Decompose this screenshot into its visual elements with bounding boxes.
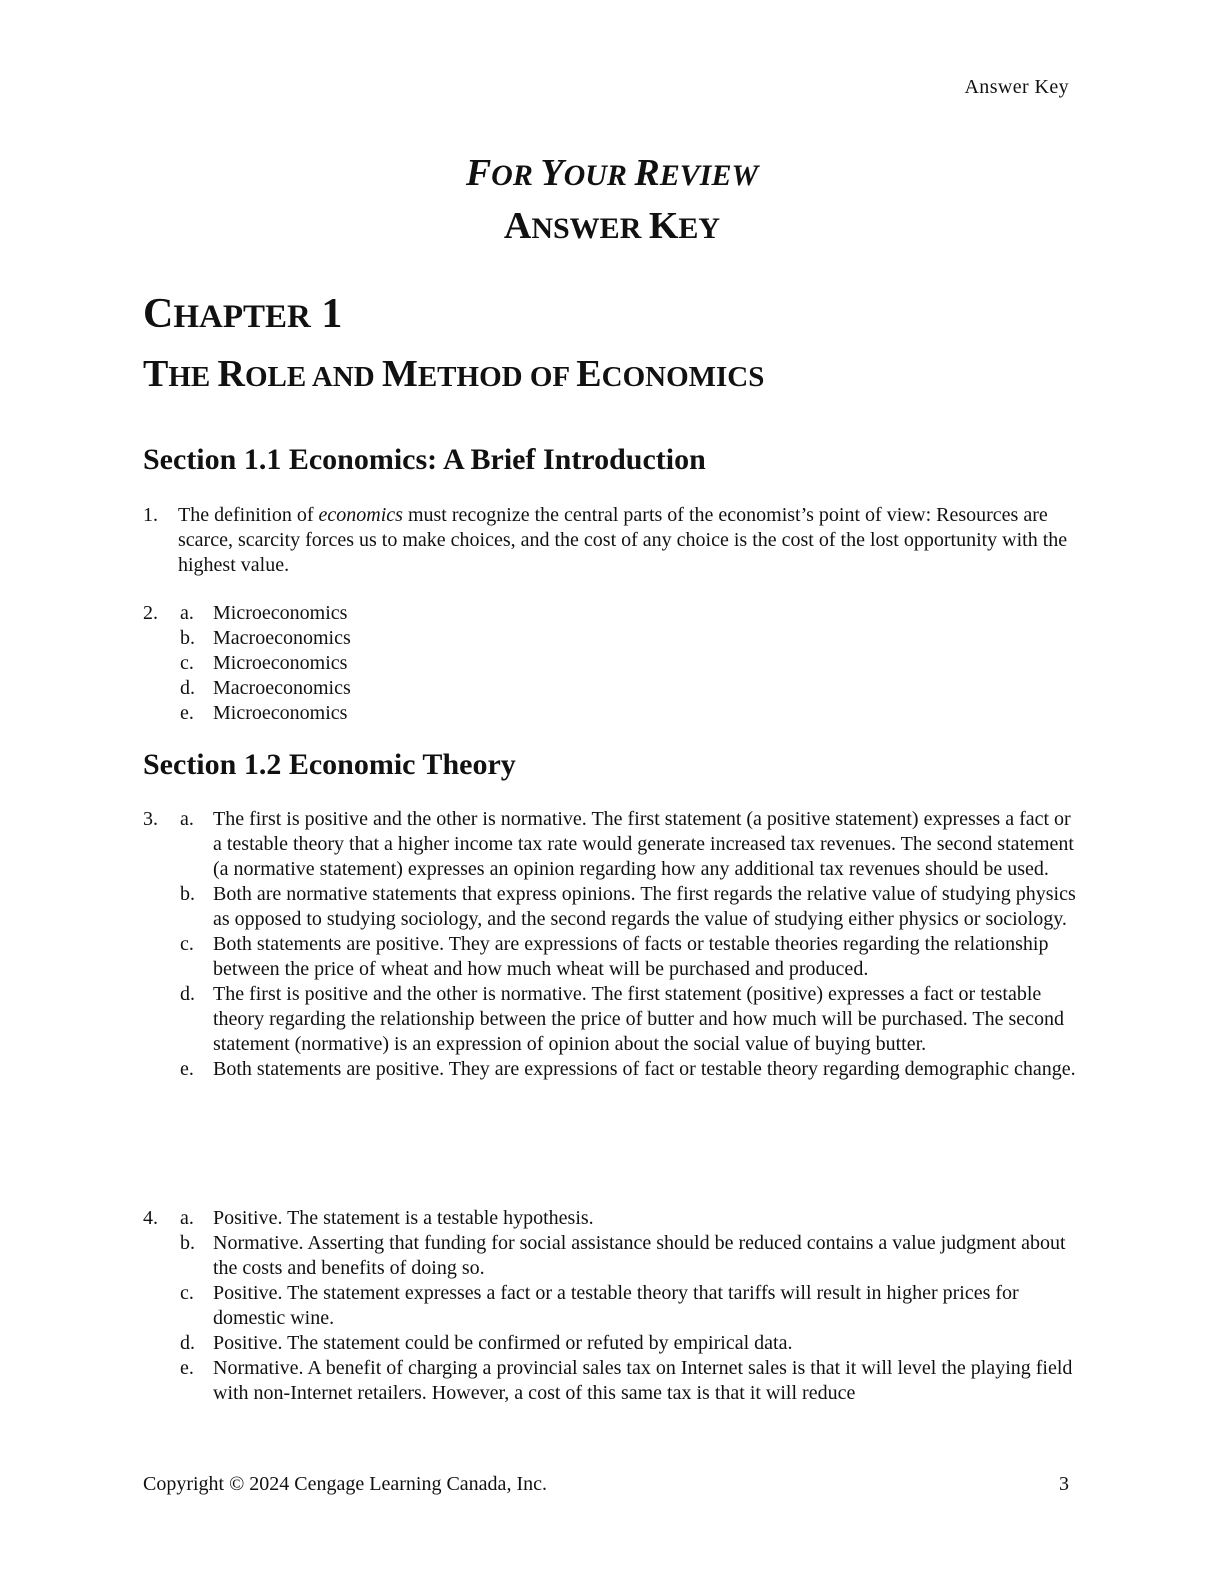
answer-text-part: must recognize the central parts of the economist’s point of view: Resources are scarce, scarcity forces us to make choices, and the cost of any choice is the cost of the lost opportunity with the highest value. <box>178 504 1073 576</box>
running-head: Answer Key <box>964 76 1069 98</box>
chapter-title-letter: E <box>576 353 602 395</box>
sub-answer <box>178 882 1083 932</box>
sub-label: b. <box>180 1232 195 1254</box>
sub-answer <box>178 932 1083 982</box>
answer-text <box>178 503 1083 578</box>
title-smallcaps: OUR <box>563 159 635 192</box>
sub-text: The first is positive and the other is normative. The first statement (positive) expresses a fact or testable theory regarding the relationship between the price of butter and how much will be purchased. The second statement (normative) is an expression of opinion about the social value of buying butter. <box>213 983 1065 1055</box>
title-smallcaps: EVIEW <box>659 159 759 192</box>
chapter-smallcaps: HAPTER <box>173 299 311 335</box>
sub-answers <box>178 601 1083 726</box>
list-item <box>143 807 1083 1082</box>
sub-text: Positive. The statement expresses a fact or a testable theory that tariffs will result in higher prices for domestic wine. <box>213 1282 1019 1329</box>
sub-text: Microeconomics <box>213 652 348 674</box>
sub-answer <box>178 676 1083 701</box>
title-letter: F <box>465 152 492 194</box>
chapter-title-smallcaps: ETHOD OF <box>417 361 577 393</box>
sub-text: Positive. The statement is a testable hypothesis. <box>213 1207 594 1229</box>
question-number: 4. <box>143 1207 158 1229</box>
title-smallcaps: OR <box>491 159 541 192</box>
chapter-title-letter: R <box>217 353 245 395</box>
sub-label: b. <box>180 883 195 905</box>
sub-label: a. <box>180 602 194 624</box>
sub-answer <box>178 1206 1083 1231</box>
section-heading: Section 1.1 Economics: A Brief Introduction <box>143 443 706 476</box>
title-letter: K <box>648 205 679 247</box>
sub-text: Macroeconomics <box>213 677 351 699</box>
chapter-title-letter: M <box>381 353 418 395</box>
sub-answer <box>178 1356 1083 1406</box>
sub-label: e. <box>180 1357 194 1379</box>
sub-answer <box>178 1057 1083 1082</box>
title-smallcaps: EY <box>678 212 721 245</box>
sub-label: c. <box>180 1282 194 1304</box>
sub-label: a. <box>180 1207 194 1229</box>
sub-label: c. <box>180 933 194 955</box>
chapter-number: 1 <box>310 291 343 337</box>
question-2 <box>143 601 1083 726</box>
sub-label: a. <box>180 808 194 830</box>
sub-answer <box>178 701 1083 726</box>
page-title <box>0 148 1224 254</box>
title-letter: R <box>634 152 660 194</box>
title-letter: Y <box>540 152 564 194</box>
list-item <box>143 601 1083 726</box>
title-letter: A <box>503 205 532 247</box>
chapter-letter: C <box>143 291 174 337</box>
list-item <box>143 503 1083 578</box>
question-4 <box>143 1206 1083 1406</box>
sub-answer <box>178 651 1083 676</box>
list-item <box>143 1206 1083 1406</box>
sub-label: b. <box>180 627 195 649</box>
sub-answer <box>178 807 1083 882</box>
sub-text: Microeconomics <box>213 702 348 724</box>
sub-text: Both are normative statements that express opinions. The first regards the relative value of studying physics as opposed to studying sociology, and the second regards the value of studying either physics or sociology. <box>213 883 1076 930</box>
chapter-title <box>143 352 764 396</box>
sub-text: The first is positive and the other is normative. The first statement (a positive statement) expresses a fact or a testable theory that a higher income tax rate would generate increased tax revenues. The second statement (a normative statement) expresses an opinion regarding how any additional tax revenues should be used. <box>213 808 1074 880</box>
sub-answer <box>178 1281 1083 1331</box>
sub-answer <box>178 1331 1083 1356</box>
title-line-2 <box>0 201 1224 254</box>
sub-answer <box>178 601 1083 626</box>
sub-text: Normative. Asserting that funding for social assistance should be reduced contains a value judgment about the costs and benefits of doing so. <box>213 1232 1066 1279</box>
sub-label: d. <box>180 677 195 699</box>
sub-label: d. <box>180 1332 195 1354</box>
question-number: 1. <box>143 504 158 526</box>
title-line-1 <box>0 148 1224 201</box>
sub-label: e. <box>180 1058 194 1080</box>
emphasized-term: economics <box>318 504 403 526</box>
sub-text: Normative. A benefit of charging a provincial sales tax on Internet sales is that it will level the playing field with non-Internet retailers. However, a cost of this same tax is that it will reduce <box>213 1357 1073 1404</box>
question-number: 3. <box>143 808 158 830</box>
sub-text: Both statements are positive. They are expressions of facts or testable theories regarding the relationship between the price of wheat and how much wheat will be purchased and produced. <box>213 933 1049 980</box>
section-heading: Section 1.2 Economic Theory <box>143 748 516 781</box>
sub-answers <box>178 1206 1083 1406</box>
sub-label: d. <box>180 983 195 1005</box>
title-smallcaps: NSWER <box>531 212 649 245</box>
sub-text: Positive. The statement could be confirmed or refuted by empirical data. <box>213 1332 793 1354</box>
sub-answer <box>178 1231 1083 1281</box>
question-number: 2. <box>143 602 158 624</box>
sub-answer <box>178 626 1083 651</box>
sub-label: e. <box>180 702 194 724</box>
sub-answer <box>178 982 1083 1057</box>
question-1 <box>143 503 1083 578</box>
chapter-title-smallcaps: HE <box>168 361 218 393</box>
sub-text: Microeconomics <box>213 602 348 624</box>
sub-text: Macroeconomics <box>213 627 351 649</box>
chapter-title-smallcaps: OLE AND <box>244 361 382 393</box>
page-number: 3 <box>1059 1473 1069 1495</box>
chapter-title-smallcaps: CONOMICS <box>601 361 765 393</box>
sub-label: c. <box>180 652 194 674</box>
chapter-title-letter: T <box>143 353 169 395</box>
question-3 <box>143 807 1083 1082</box>
sub-answers <box>178 807 1083 1082</box>
chapter-heading <box>143 290 342 338</box>
sub-text: Both statements are positive. They are expressions of fact or testable theory regarding demographic change. <box>213 1058 1076 1080</box>
copyright-notice: Copyright © 2024 Cengage Learning Canada, Inc. <box>143 1473 547 1495</box>
answer-text-part: The definition of <box>178 504 319 526</box>
